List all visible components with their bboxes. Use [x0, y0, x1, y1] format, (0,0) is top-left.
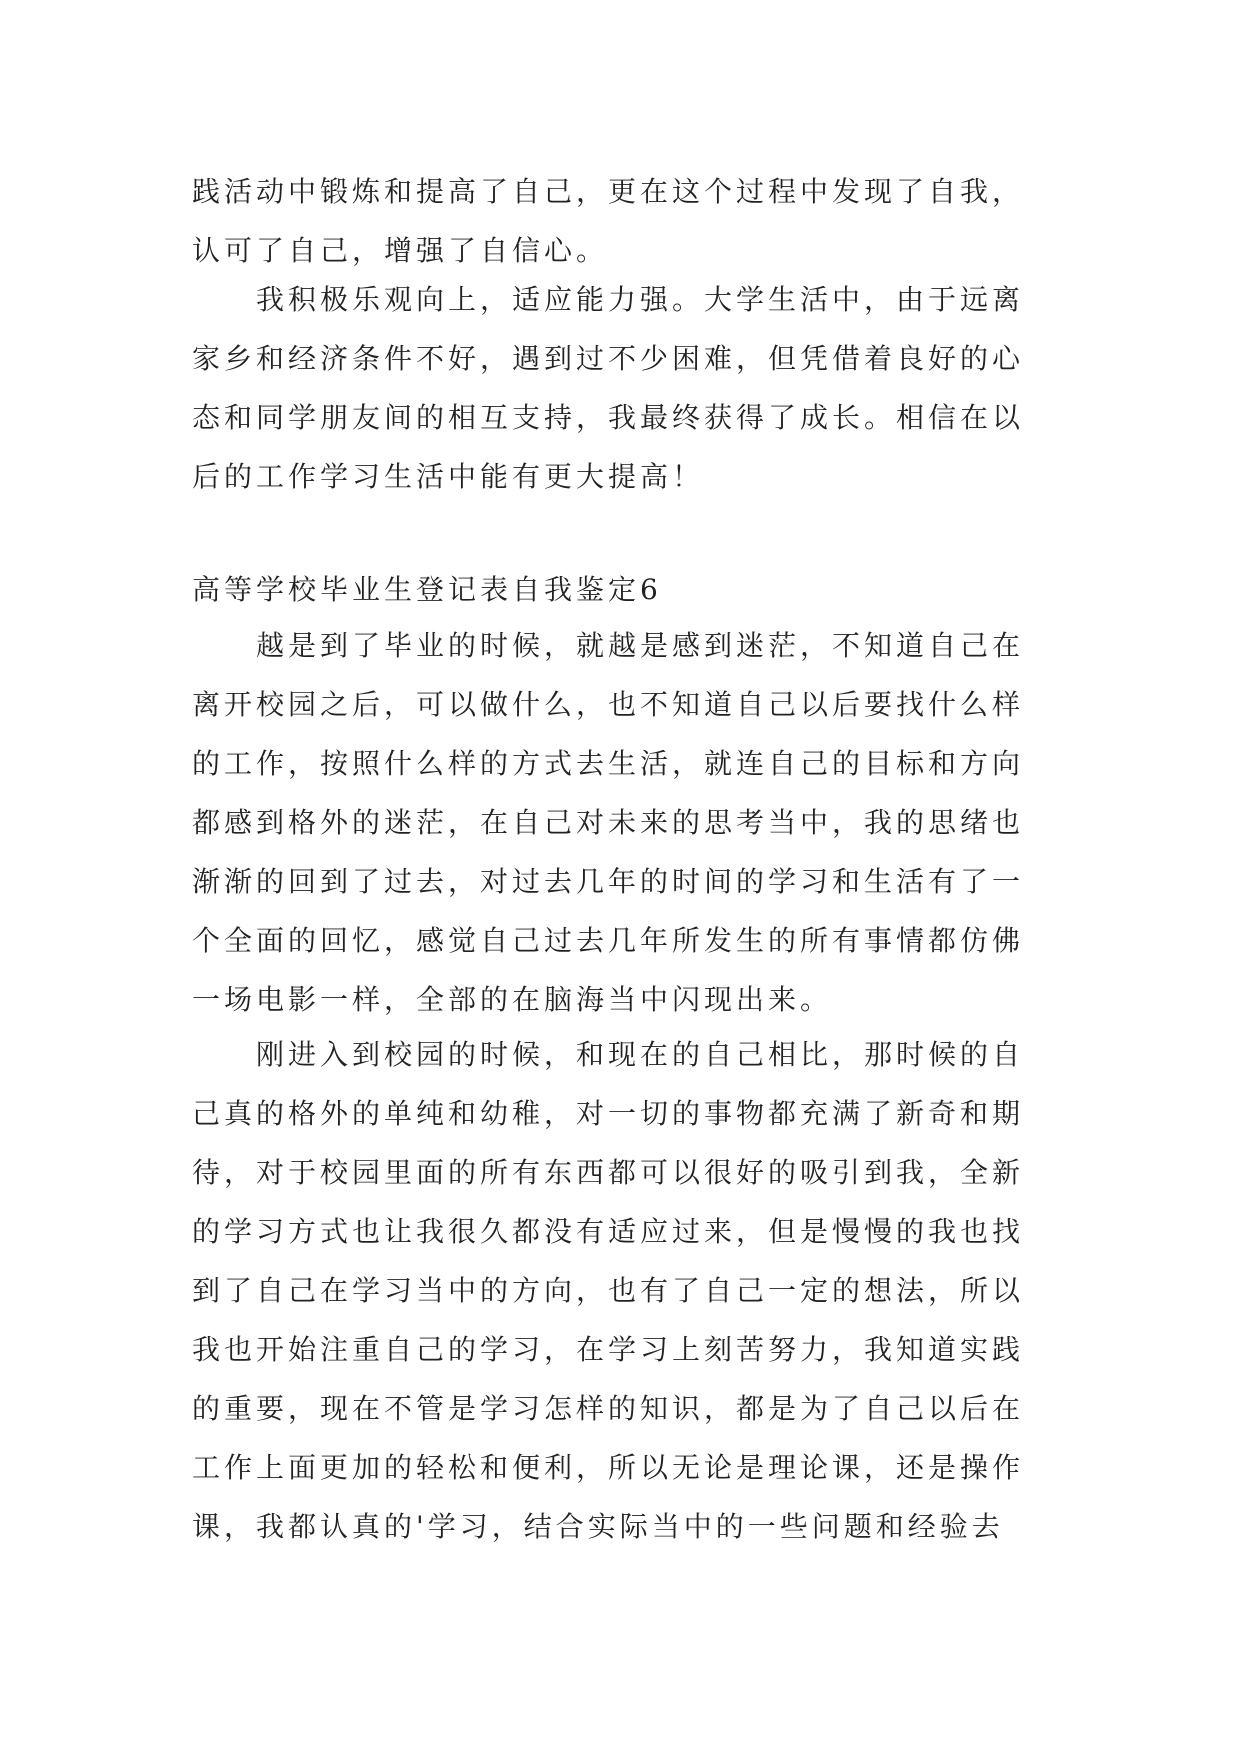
paragraph-optimism — [192, 270, 1052, 506]
paragraph-campus — [192, 1025, 1052, 1556]
text-line: 认可了自己，增强了自信心。 — [192, 234, 609, 267]
text-line: 刚进入到校园的时候，和现在的自己相比，那时候的自 — [192, 1038, 1025, 1071]
text-line: 的工作，按照什么样的方式去生活，就连自己的目标和方向 — [192, 747, 1025, 780]
text-line: 后的工作学习生活中能有更大提高！ — [192, 460, 705, 493]
text-line: 我积极乐观向上，适应能力强。大学生活中，由于远离 — [192, 283, 1025, 316]
text-line: 到了自己在学习当中的方向，也有了自己一定的想法，所以 — [192, 1274, 1025, 1307]
text-line: 的重要，现在不管是学习怎样的知识，都是为了自己以后在 — [192, 1392, 1025, 1425]
text-line: 家乡和经济条件不好，遇到过不少困难，但凭借着良好的心 — [192, 342, 1025, 375]
text-line: 课，我都认真的'学习，结合实际当中的一些问题和经验去 — [192, 1510, 1004, 1543]
text-line: 待，对于校园里面的所有东西都可以很好的吸引到我，全新 — [192, 1156, 1025, 1189]
paragraph-continued — [192, 162, 1052, 280]
text-line: 态和同学朋友间的相互支持，我最终获得了成长。相信在以 — [192, 401, 1025, 434]
paragraph-graduation — [192, 616, 1052, 1029]
text-line: 己真的格外的单纯和幼稚，对一切的事物都充满了新奇和期 — [192, 1097, 1025, 1130]
text-line: 都感到格外的迷茫，在自己对未来的思考当中，我的思绪也 — [192, 806, 1025, 839]
text-line: 工作上面更加的轻松和便利，所以无论是理论课，还是操作 — [192, 1451, 1025, 1484]
text-line: 渐渐的回到了过去，对过去几年的时间的学习和生活有了一 — [192, 865, 1025, 898]
text-line: 离开校园之后，可以做什么，也不知道自己以后要找什么样 — [192, 688, 1025, 721]
text-line: 践活动中锻炼和提高了自己，更在这个过程中发现了自我， — [192, 175, 1025, 208]
text-line: 越是到了毕业的时候，就越是感到迷茫，不知道自己在 — [192, 629, 1025, 662]
text-line: 个全面的回忆，感觉自己过去几年所发生的所有事情都仿佛 — [192, 924, 1025, 957]
section-title: 高等学校毕业生登记表自我鉴定6 — [192, 573, 662, 606]
text-line: 的学习方式也让我很久都没有适应过来，但是慢慢的我也找 — [192, 1215, 1025, 1248]
text-line: 我也开始注重自己的学习，在学习上刻苦努力，我知道实践 — [192, 1333, 1025, 1366]
text-line: 一场电影一样，全部的在脑海当中闪现出来。 — [192, 983, 833, 1016]
section-title-block — [192, 560, 1052, 619]
